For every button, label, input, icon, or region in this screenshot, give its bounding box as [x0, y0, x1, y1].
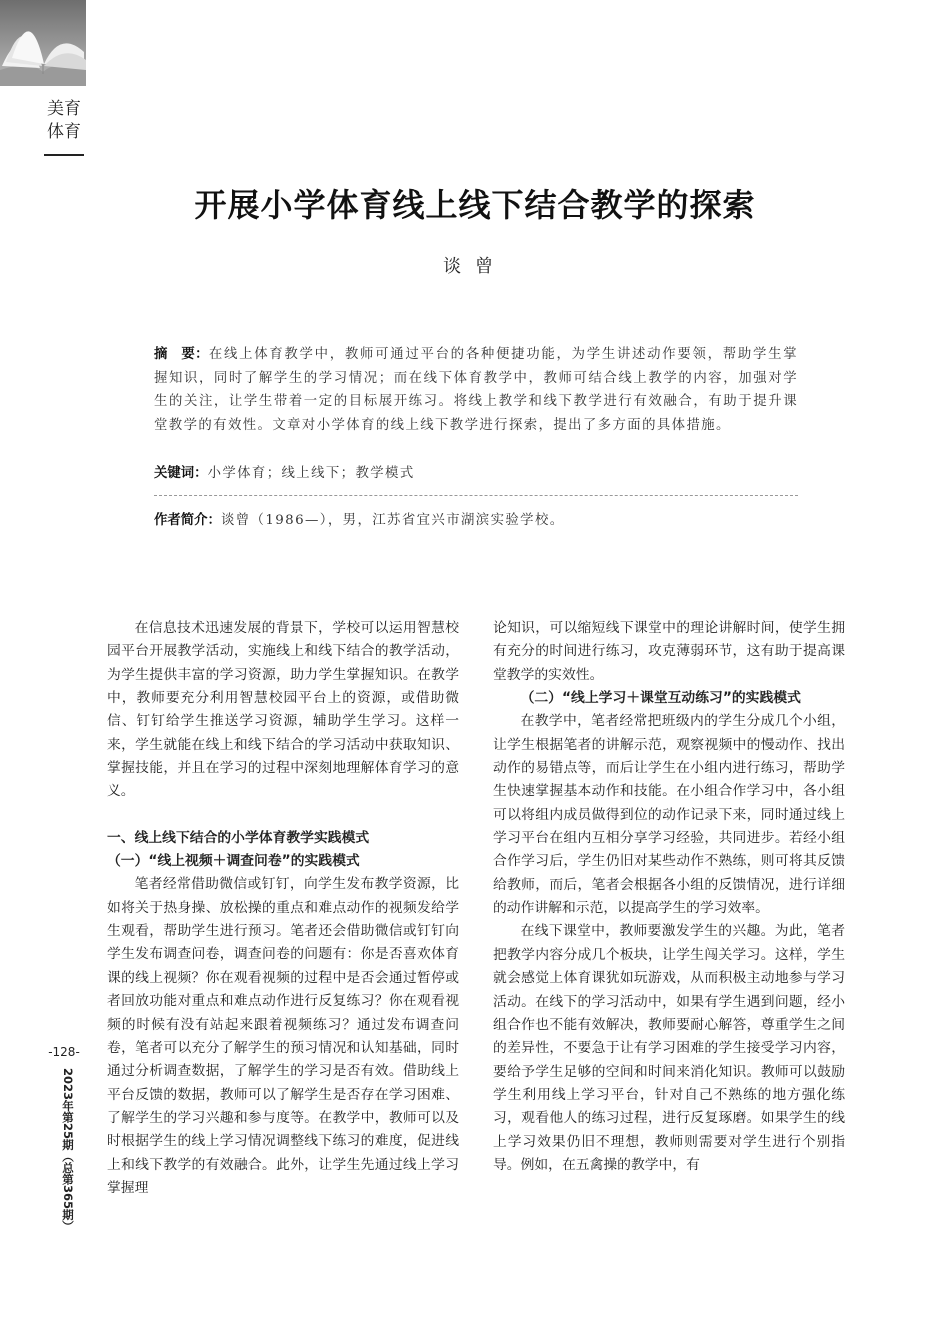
- section1-sub2-heading: （二）“线上学习＋课堂互动练习”的实践模式: [520, 690, 801, 707]
- dashed-divider: [154, 495, 798, 496]
- intro-paragraph: 在信息技术迅速发展的背景下，学校可以运用智慧校园平台开展教学活动，实施线上和线下结合的教学活动，为学生提供丰富的学习资源，助力学生掌握知识。在教学中，教师要充分利用智慧校园平台上的资源，或借助微信、钉钉给学生推送学习资源，辅助学生学习。这样一来，学生就能在线上和线下结合的学习活动中获取知识、掌握技能，并且在学习的过程中深刻地理解体育学习的意义。: [107, 620, 459, 800]
- author-intro-text: 谈曾（1986—），男，江苏省宜兴市湖滨实验学校。: [220, 513, 565, 528]
- column-label-line1: 美育: [47, 99, 81, 119]
- abstract-text: 在线上体育教学中，教师可通过平台的各种便捷功能，为学生讲述动作要领，帮助学生掌握知识，同时了解学生的学习情况；而在线下体育教学中，教师可结合线上教学的内容，加强对学生的关注，让学生带着一定的目标展开练习。将线上教学和线下教学进行有效融合，有助于提升课堂教学的有效性。文章对小学体育的线上线下教学进行探索，提出了多方面的具体措施。: [154, 347, 798, 433]
- section1-sub2-paragraph2: 在线下课堂中，教师要激发学生的兴趣。为此，笔者把教学内容分成几个板块，让学生闯关学习。这样，学生就会感觉上体育课犹如玩游戏，从而积极主动地参与学习活动。在线下的学习活动中，如果有学生遇到问题，经小组合作也不能有效解决，教师要耐心解答，尊重学生之间的差异性，不要急于让有学习困难的学生接受学习内容，要给予学生足够的空间和时间来消化知识。教师可以鼓励学生利用线上学习平台，针对自己不熟练的地方强化练习，观看他人的练习过程，进行反复琢磨。如果学生的线上学习效果仍旧不理想，教师则需要对学生进行个别指导。例如，在五禽操的教学中，有: [493, 923, 845, 1173]
- section1-sub1-paragraph: 笔者经常借助微信或钉钉，向学生发布教学资源，比如将关于热身操、放松操的重点和难点动作的视频发给学生观看，帮助学生进行预习。笔者还会借助微信或钉钉向学生发布调查问卷，调查问卷的问题有：你是否喜欢体育课的线上视频？你在观看视频的过程中是否会通过暂停或者回放功能对重点和难点动作进行反复练习？你在观看视频的时候有没有站起来跟着视频练习？通过发布调查问卷，笔者可以充分了解学生的预习情况和认知基础，同时通过分析调查数据，了解学生的学习是否有效。借助线上平台反馈的数据，教师可以了解学生是否存在学习困难、了解学生的学习兴趣和参与度等。在教学中，教师可以及时根据学生的线上学习情况调整线下练习的难度，促进线上和线下教学的有效融合。此外，让学生先通过线上学习掌握理: [107, 876, 459, 1196]
- body-column-left: [107, 617, 459, 1200]
- body-column-right: [493, 617, 845, 1177]
- keywords: [154, 462, 798, 485]
- column-label-line2: 体育: [47, 122, 81, 142]
- right-continued-paragraph: 论知识，可以缩短线下课堂中的理论讲解时间，使学生拥有充分的时间进行练习，攻克薄弱环节，这有助于提高课堂教学的实效性。: [493, 620, 845, 683]
- column-label-rule: [44, 154, 84, 156]
- section1-heading: 一、线上线下结合的小学体育教学实践模式: [107, 829, 370, 846]
- section1-sub2-paragraph1: 在教学中，笔者经常把班级内的学生分成几个小组，让学生根据笔者的讲解示范，观察视频中的慢动作、找出动作的易错点等，而后让学生在小组内进行练习，帮助学生快速掌握基本动作和技能。在小组合作学习中，各小组可以将组内成员做得到位的动作记录下来，同时通过线上学习平台在组内互相分享学习经验，共同进步。若经小组合作学习后，学生仍旧对某些动作不熟练，则可将其反馈给教师，而后，笔者会根据各小组的反馈情况，进行详细的动作讲解和示范，以提高学生的学习效率。: [493, 713, 845, 917]
- column-label: [44, 98, 84, 144]
- article-author: 谈曾: [443, 256, 507, 277]
- page-number: -128-: [48, 1045, 80, 1059]
- issue-info-vertical: 2023年第25期（总第365期）: [61, 1068, 75, 1233]
- open-book-photo: [0, 0, 86, 86]
- keywords-text: 小学体育；线上线下；教学模式: [207, 466, 415, 481]
- author-intro: [154, 509, 798, 532]
- section1-sub1-heading: （一）“线上视频＋调查问卷”的实践模式: [107, 853, 360, 870]
- abstract: [154, 343, 798, 437]
- article-title: 开展小学体育线上线下结合教学的探索: [194, 186, 756, 224]
- abstract-label: 摘 要：: [154, 347, 209, 362]
- author-intro-label: 作者简介：: [154, 513, 221, 528]
- keywords-label: 关键词：: [154, 466, 208, 481]
